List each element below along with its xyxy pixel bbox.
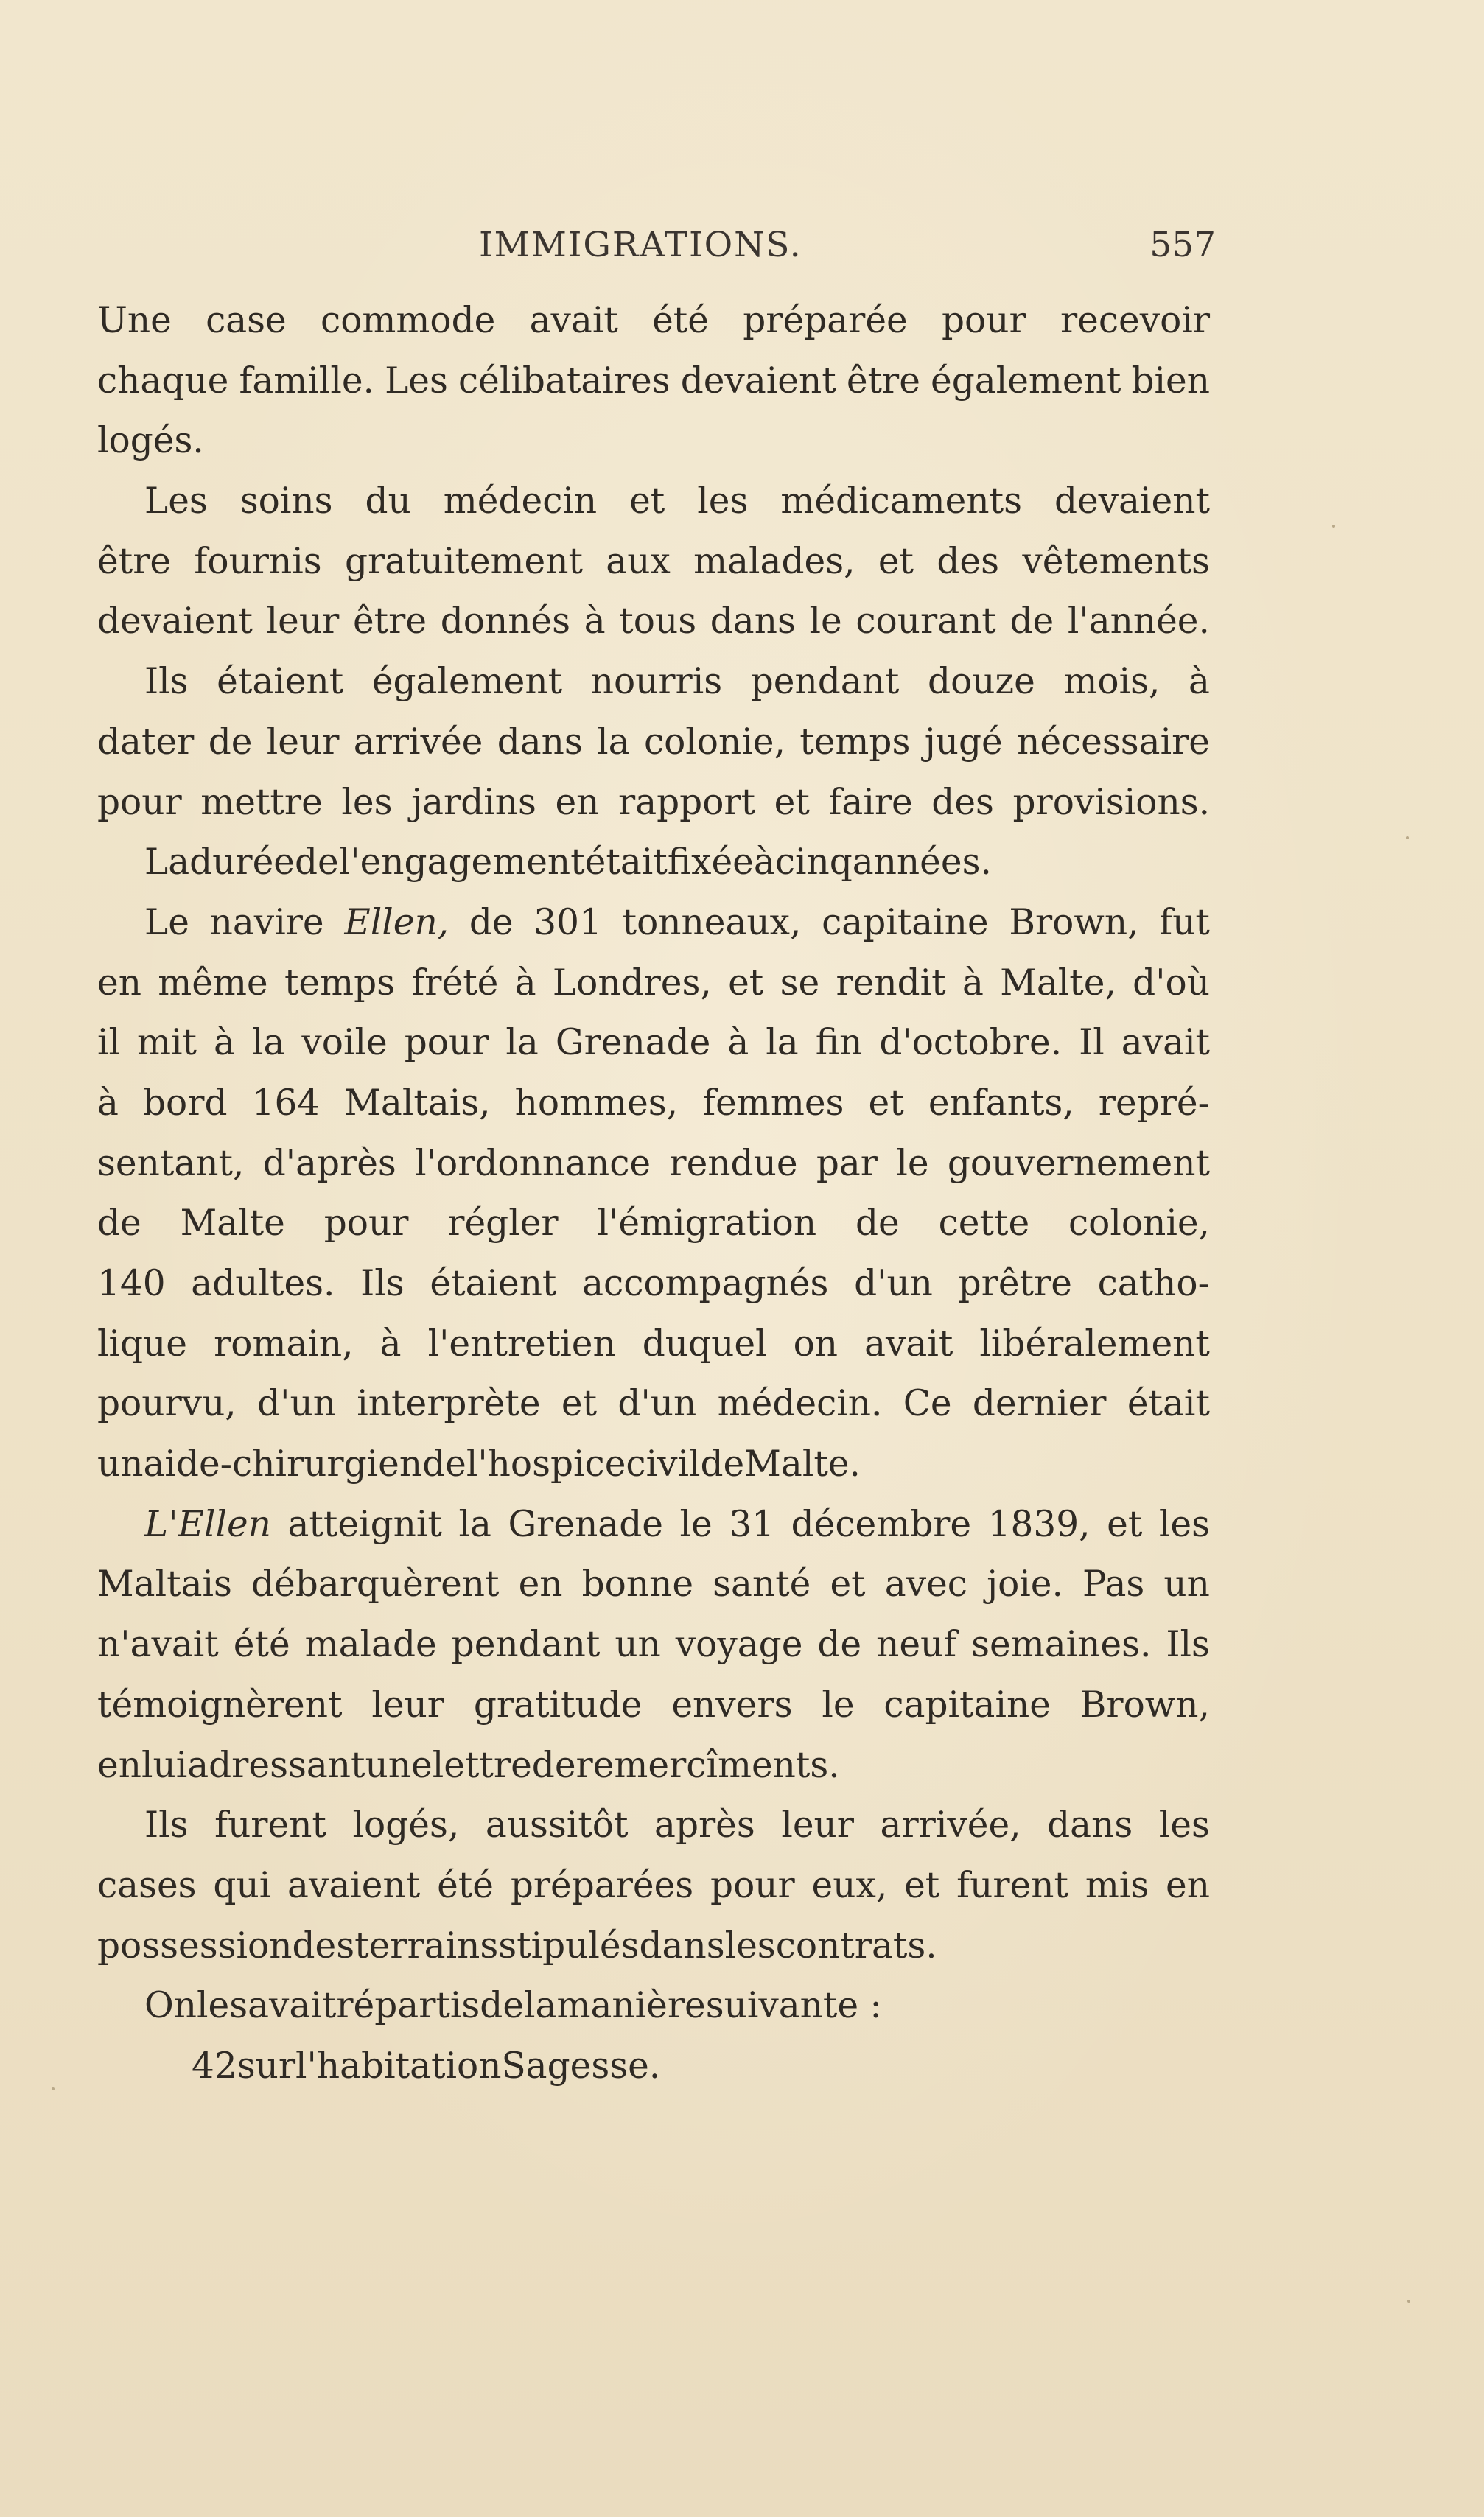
- word: et: [561, 1383, 598, 1425]
- word: dans: [639, 1925, 725, 1967]
- word: avait: [864, 1323, 953, 1365]
- word: fut: [1159, 901, 1210, 943]
- word: et: [878, 540, 914, 582]
- text-line: [97, 1856, 1210, 1916]
- word: avait: [248, 1985, 337, 2027]
- word: la: [597, 721, 630, 763]
- running-head: IMMIGRATIONS.: [479, 225, 802, 265]
- word: cases: [97, 1864, 197, 1906]
- word: terrains: [354, 1925, 499, 1967]
- word: qui: [213, 1864, 271, 1906]
- word: célibataires: [458, 360, 671, 402]
- word: médecin: [443, 480, 598, 522]
- text-line: [97, 713, 1210, 773]
- word: semaines.: [971, 1624, 1152, 1666]
- word: également: [371, 661, 563, 703]
- word: après: [654, 1804, 755, 1846]
- word: les: [1158, 1503, 1210, 1545]
- word: mis: [1085, 1864, 1149, 1906]
- word: dater: [97, 721, 195, 763]
- word: être: [97, 540, 172, 582]
- word: dernier: [972, 1383, 1107, 1425]
- word: Les: [144, 480, 208, 522]
- word: en: [518, 1564, 563, 1606]
- word: en: [97, 1744, 141, 1786]
- word: Il: [1079, 1022, 1105, 1064]
- word: romain,: [214, 1323, 354, 1365]
- word: gouvernement: [947, 1142, 1210, 1184]
- word: eux,: [811, 1864, 888, 1906]
- word: une: [365, 1744, 433, 1786]
- word: les: [341, 781, 393, 823]
- body-text: [97, 291, 1210, 2097]
- word: adressant: [187, 1744, 365, 1786]
- paper-speck: [1407, 2300, 1410, 2303]
- word: un: [615, 1624, 661, 1666]
- word: à: [962, 962, 984, 1004]
- word: du: [365, 480, 411, 522]
- word: Malte: [180, 1203, 285, 1245]
- word: femmes: [702, 1082, 844, 1124]
- word: arrivée: [353, 721, 483, 763]
- word: le: [822, 1684, 855, 1726]
- text-line: [97, 1254, 1210, 1314]
- word: été: [233, 1624, 290, 1666]
- word: mit: [137, 1022, 197, 1064]
- word: possession: [97, 1925, 293, 1967]
- word: logés.: [97, 420, 204, 462]
- word: à: [514, 962, 536, 1004]
- word: Ils: [1166, 1624, 1210, 1666]
- word: Brown,: [1009, 901, 1139, 943]
- word: des: [937, 540, 1000, 582]
- word: mois,: [1063, 661, 1161, 703]
- word: sentant,: [97, 1142, 245, 1184]
- word: Ils: [144, 661, 189, 703]
- word: enfants,: [928, 1082, 1074, 1124]
- word: étaient: [430, 1263, 557, 1304]
- text-line: [97, 291, 1210, 351]
- word: en: [555, 781, 600, 823]
- word: envers: [671, 1684, 793, 1726]
- text-line: [97, 2037, 1210, 2097]
- word: devaient: [680, 360, 836, 402]
- word: lui: [141, 1744, 188, 1786]
- text-line: [97, 1615, 1210, 1676]
- word: Grenade: [555, 1022, 711, 1064]
- word: d'après: [262, 1142, 396, 1184]
- word: 42: [192, 2045, 237, 2087]
- text-line: [97, 1314, 1210, 1375]
- word: l'habitation: [295, 2045, 502, 2087]
- word: dans: [710, 601, 796, 643]
- text-line: [97, 1013, 1210, 1074]
- word: adultes.: [191, 1263, 335, 1304]
- word: navire: [209, 901, 324, 943]
- word: aux: [606, 540, 671, 582]
- word: et: [774, 781, 810, 823]
- word: nécessaire: [1017, 721, 1210, 763]
- word: gratuitement: [344, 540, 583, 582]
- word: L'Ellen: [144, 1503, 271, 1545]
- word: l'hospice: [466, 1443, 626, 1485]
- word: être: [846, 360, 920, 402]
- paragraph-first-line: [97, 652, 1210, 713]
- page-header: [479, 225, 1216, 276]
- word: de: [700, 1443, 745, 1485]
- paragraph-first-line: [97, 1976, 1210, 2037]
- word: voile: [301, 1022, 388, 1064]
- word: aide-chirurgien: [143, 1443, 423, 1485]
- word: vêtements: [1022, 540, 1210, 582]
- text-line: [97, 411, 1210, 472]
- word: colonie,: [643, 721, 785, 763]
- word: les: [197, 1985, 248, 2027]
- word: commode: [321, 300, 496, 341]
- word: être: [352, 601, 427, 643]
- word: pendant: [750, 661, 900, 703]
- word: stipulés: [498, 1925, 640, 1967]
- word: pendant: [451, 1624, 601, 1666]
- word: n'avait: [97, 1624, 219, 1666]
- word: pour: [404, 1022, 489, 1064]
- word: bien: [1131, 360, 1210, 402]
- word: pour: [97, 781, 182, 823]
- word: années.: [852, 841, 992, 883]
- word: l'ordonnance: [415, 1142, 651, 1184]
- word: interprète: [357, 1383, 541, 1425]
- word: soins: [239, 480, 333, 522]
- text-line: [97, 592, 1210, 652]
- word: civil: [626, 1443, 701, 1485]
- word: donnés: [440, 601, 571, 643]
- word: régler: [447, 1203, 559, 1245]
- word: était: [1127, 1383, 1210, 1425]
- word: à: [1188, 661, 1210, 703]
- word: accompagnés: [582, 1263, 829, 1304]
- word: d'octobre.: [879, 1022, 1063, 1064]
- word: hommes,: [514, 1082, 679, 1124]
- word: tonneaux,: [622, 901, 802, 943]
- word: santé: [713, 1564, 811, 1606]
- word: avait: [1121, 1022, 1210, 1064]
- word: tous: [619, 601, 697, 643]
- word: Maltais,: [344, 1082, 491, 1124]
- word: la: [251, 1022, 285, 1064]
- paragraph-first-line: [97, 1495, 1210, 1555]
- word: leur: [781, 1804, 854, 1846]
- word: mettre: [200, 781, 323, 823]
- word: gratitude: [473, 1684, 643, 1726]
- word: préparée: [743, 300, 908, 341]
- word: douze: [928, 661, 1035, 703]
- paper-speck: [1332, 525, 1335, 528]
- word: et: [830, 1564, 866, 1606]
- paragraph-first-line: [97, 893, 1210, 953]
- word: manière: [556, 1985, 706, 2027]
- word: également: [931, 360, 1121, 402]
- word: sur: [237, 2045, 296, 2087]
- word: avait: [529, 300, 618, 341]
- word: nourris: [590, 661, 723, 703]
- word: suivante :: [705, 1985, 882, 2027]
- word: avaient: [287, 1864, 421, 1906]
- word: 31: [729, 1503, 775, 1545]
- word: pourvu,: [97, 1383, 237, 1425]
- word: fin: [815, 1022, 863, 1064]
- word: colonie,: [1068, 1203, 1210, 1245]
- word: médecin.: [717, 1383, 883, 1425]
- word: leur: [266, 721, 340, 763]
- word: libéralement: [979, 1323, 1210, 1365]
- word: d'un: [617, 1383, 697, 1425]
- word: de: [1009, 601, 1054, 643]
- text-line: [97, 1074, 1210, 1134]
- word: On: [144, 1985, 197, 2027]
- word: faire: [828, 781, 913, 823]
- word: Grenade: [508, 1503, 663, 1545]
- word: d'où: [1133, 962, 1210, 1004]
- word: remercîments.: [575, 1744, 840, 1786]
- word: de: [855, 1203, 900, 1245]
- word: Londres,: [552, 962, 712, 1004]
- word: catho-: [1097, 1263, 1210, 1304]
- word: à: [727, 1022, 749, 1064]
- word: il: [97, 1022, 121, 1064]
- word: malades,: [693, 540, 855, 582]
- word: 301: [533, 901, 602, 943]
- word: de: [208, 721, 253, 763]
- word: fixée: [667, 841, 754, 883]
- word: préparées: [510, 1864, 694, 1906]
- word: débarquèrent: [251, 1564, 500, 1606]
- word: logés,: [352, 1804, 460, 1846]
- word: joie.: [987, 1564, 1063, 1606]
- word: bord: [143, 1082, 228, 1124]
- word: chaque: [97, 360, 229, 402]
- word: on: [793, 1323, 839, 1365]
- word: les: [1158, 1804, 1210, 1846]
- text-line: [97, 773, 1210, 833]
- word: rendit: [836, 962, 946, 1004]
- paragraph-first-line: [97, 833, 1210, 893]
- word: leur: [371, 1684, 444, 1726]
- word: courant: [855, 601, 996, 643]
- word: dans: [497, 721, 583, 763]
- text-line: [97, 1374, 1210, 1435]
- word: l'entretien: [427, 1323, 616, 1365]
- word: famille.: [239, 360, 374, 402]
- word: Pas: [1082, 1564, 1145, 1606]
- word: jugé: [924, 721, 1003, 763]
- word: malade: [304, 1624, 437, 1666]
- word: en: [1166, 1864, 1210, 1906]
- word: rapport: [618, 781, 756, 823]
- word: Ce: [903, 1383, 952, 1425]
- word: à: [97, 1082, 119, 1124]
- text-line: [97, 1194, 1210, 1254]
- word: devaient: [1054, 480, 1210, 522]
- word: de: [97, 1203, 141, 1245]
- word: à: [379, 1323, 402, 1365]
- word: bonne: [581, 1564, 694, 1606]
- word: cinq: [774, 841, 853, 883]
- word: la: [524, 1985, 557, 2027]
- word: témoignèrent: [97, 1684, 343, 1726]
- word: le: [809, 601, 842, 643]
- word: cette: [938, 1203, 1030, 1245]
- word: 164: [251, 1082, 321, 1124]
- word: Malte,: [1000, 962, 1116, 1004]
- text-line: [97, 1555, 1210, 1615]
- word: temps: [799, 721, 911, 763]
- word: neuf: [876, 1624, 957, 1666]
- word: de: [480, 1985, 525, 2027]
- word: un: [1163, 1564, 1210, 1606]
- word: d'un: [854, 1263, 933, 1304]
- word: 140: [97, 1263, 166, 1304]
- word: Ils: [144, 1804, 189, 1846]
- text-line: [97, 1134, 1210, 1194]
- word: frété: [411, 962, 499, 1004]
- text-line: [97, 1676, 1210, 1736]
- word: jardins: [411, 781, 536, 823]
- word: Une: [97, 300, 172, 341]
- page-number: 557: [1149, 225, 1216, 265]
- word: l'engagement: [338, 841, 585, 883]
- paper-speck: [1406, 836, 1409, 839]
- word: dans: [1047, 1804, 1133, 1846]
- word: devaient: [97, 601, 253, 643]
- word: Les: [385, 360, 448, 402]
- text-line: [97, 1916, 1210, 1977]
- word: Ils: [360, 1263, 405, 1304]
- word: et: [728, 962, 764, 1004]
- text-line: [97, 1736, 1210, 1796]
- paragraph-first-line: [97, 1796, 1210, 1856]
- word: Maltais: [97, 1564, 232, 1606]
- word: se: [780, 962, 820, 1004]
- word: de: [295, 841, 339, 883]
- word: provisions.: [1012, 781, 1210, 823]
- word: à: [584, 601, 606, 643]
- word: de: [531, 1744, 576, 1786]
- word: la: [766, 1022, 799, 1064]
- word: la: [505, 1022, 539, 1064]
- word: Malte.: [744, 1443, 861, 1485]
- word: duquel: [642, 1323, 767, 1365]
- word: 1839,: [987, 1503, 1091, 1545]
- word: les: [697, 480, 749, 522]
- word: capitaine: [822, 901, 989, 943]
- word: capitaine: [883, 1684, 1051, 1726]
- word: de: [469, 901, 514, 943]
- word: la: [458, 1503, 491, 1545]
- word: répartis: [336, 1985, 480, 2027]
- word: étaient: [217, 661, 344, 703]
- paper-speck: [52, 2087, 55, 2090]
- word: à: [753, 841, 775, 883]
- word: un: [97, 1443, 144, 1485]
- word: temps: [284, 962, 396, 1004]
- word: des: [931, 781, 994, 823]
- word: lettre: [432, 1744, 532, 1786]
- word: été: [652, 300, 709, 341]
- word: l'année.: [1067, 601, 1210, 643]
- word: rendue: [669, 1142, 798, 1184]
- word: de: [422, 1443, 466, 1485]
- word: de: [817, 1624, 862, 1666]
- word: fournis: [194, 540, 322, 582]
- word: avec: [884, 1564, 967, 1606]
- word: contrats.: [775, 1925, 937, 1967]
- text-line: [97, 532, 1210, 592]
- word: atteignit: [287, 1503, 442, 1545]
- word: aussitôt: [485, 1804, 629, 1846]
- word: Ellen,: [344, 901, 449, 943]
- word: prêtre: [958, 1263, 1072, 1304]
- word: par: [816, 1142, 878, 1184]
- text-line: [97, 351, 1210, 412]
- word: d'un: [257, 1383, 336, 1425]
- word: des: [292, 1925, 355, 1967]
- word: Brown,: [1079, 1684, 1210, 1726]
- word: les: [724, 1925, 776, 1967]
- word: case: [206, 300, 287, 341]
- word: et: [629, 480, 665, 522]
- word: en: [97, 962, 141, 1004]
- word: le: [896, 1142, 929, 1184]
- word: Sagesse.: [501, 2045, 661, 2087]
- word: et: [904, 1864, 940, 1906]
- word: même: [158, 962, 268, 1004]
- word: voyage: [675, 1624, 803, 1666]
- paragraph-first-line: [97, 472, 1210, 532]
- word: lique: [97, 1323, 188, 1365]
- word: leur: [266, 601, 340, 643]
- word: à: [214, 1022, 235, 1064]
- word: pour: [323, 1203, 409, 1245]
- word: décembre: [791, 1503, 972, 1545]
- word: été: [437, 1864, 494, 1906]
- word: recevoir: [1060, 300, 1210, 341]
- word: pour: [942, 300, 1026, 341]
- word: le: [679, 1503, 713, 1545]
- word: Le: [144, 901, 189, 943]
- word: arrivée,: [880, 1804, 1021, 1846]
- word: durée: [189, 841, 295, 883]
- word: furent: [214, 1804, 326, 1846]
- text-line: [97, 1435, 1210, 1495]
- word: La: [144, 841, 190, 883]
- word: furent: [956, 1864, 1068, 1906]
- text-line: [97, 953, 1210, 1014]
- word: repré-: [1098, 1082, 1210, 1124]
- word: l'émigration: [597, 1203, 817, 1245]
- word: médicaments: [780, 480, 1022, 522]
- word: était: [584, 841, 668, 883]
- word: pour: [710, 1864, 795, 1906]
- word: et: [868, 1082, 904, 1124]
- word: et: [1107, 1503, 1143, 1545]
